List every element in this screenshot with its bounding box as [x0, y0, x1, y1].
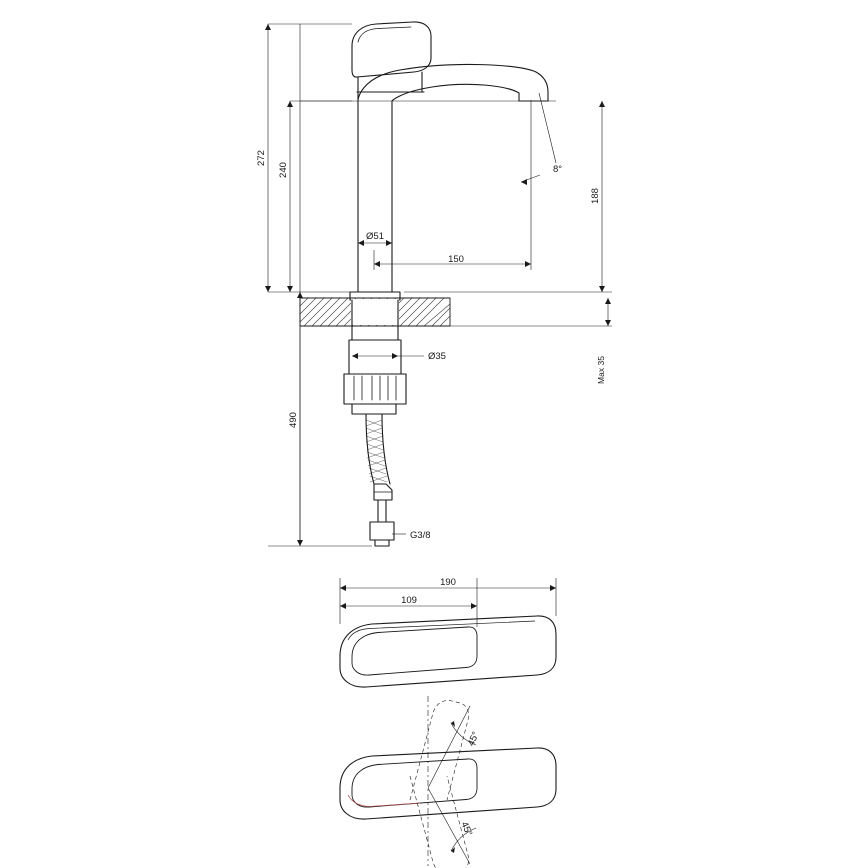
label-109: 109	[401, 595, 417, 606]
bracket-slot-2	[372, 376, 380, 400]
threaded-shank	[352, 326, 398, 340]
handle-swivel-outline	[340, 748, 556, 819]
label-272: 272	[256, 150, 267, 166]
label-angle-45-down: 45°	[458, 820, 475, 838]
label-150: 150	[448, 254, 464, 265]
bracket-slot-3	[388, 376, 396, 400]
g38-connector-tip	[375, 540, 389, 546]
fixing-bracket	[344, 374, 406, 404]
dim-d35-arrow-right	[392, 353, 398, 359]
label-d51: Ø51	[366, 231, 384, 242]
dim-188-arrow-bottom	[599, 286, 605, 292]
label-188: 188	[590, 188, 601, 204]
handle-swivel-view	[340, 748, 556, 819]
label-190: 190	[440, 577, 456, 588]
dim-490-arrow-bottom	[297, 540, 303, 546]
dim-d51-arrow-left	[358, 240, 364, 246]
angle-8-leader	[539, 93, 556, 163]
bracket-bottom	[352, 404, 396, 414]
bracket-slot-1	[354, 376, 362, 400]
dim-240-arrow-bottom	[287, 286, 293, 292]
dim-272-arrow-top	[265, 24, 271, 30]
handle-side-inner	[352, 627, 477, 675]
handle-ghost-up	[410, 701, 469, 801]
shank-collar	[350, 326, 400, 340]
lever-handle-crease	[358, 27, 411, 42]
dim-150-arrow-right	[525, 261, 531, 267]
dim-max35-arrow-bottom	[605, 320, 611, 326]
dim-272-arrow-bottom	[265, 286, 271, 292]
front-elevation-view	[300, 22, 548, 546]
dimension-labels-swivel	[458, 730, 481, 838]
dimension-labels-front	[256, 150, 606, 541]
swivel-ray-up	[428, 706, 470, 788]
handle-side-view	[340, 616, 556, 687]
label-max-35: Max 35	[596, 356, 606, 384]
flexible-hose-right	[382, 414, 390, 484]
lever-handle-outline	[352, 22, 431, 77]
handle-side-outline	[340, 616, 556, 687]
label-angle-8: 8°	[553, 164, 563, 175]
label-490: 490	[288, 412, 299, 428]
dim-109-arrow-right	[471, 603, 477, 609]
mounting-flange	[350, 292, 400, 300]
dim-188-arrow-top	[599, 101, 605, 107]
swivel-angle-construction	[410, 696, 476, 868]
dimension-lines-front	[265, 24, 612, 546]
label-d35: Ø35	[428, 351, 446, 362]
dim-d51-arrow-right	[386, 240, 392, 246]
dim-240-arrow-top	[287, 101, 293, 107]
handle-ghost-down	[410, 776, 469, 868]
dimension-labels-handle-side	[401, 577, 456, 606]
hose-stem-lower	[378, 500, 386, 522]
label-angle-45-up: 45°	[465, 730, 482, 748]
dim-490-arrow-top	[297, 292, 303, 298]
dim-190-arrow-left	[340, 585, 346, 591]
spout-lower-profile	[392, 84, 519, 101]
dim-150-arrow-left	[374, 261, 380, 267]
angle-8-arrow	[521, 179, 527, 185]
g38-connector-nut	[370, 522, 394, 540]
cartridge-neck	[358, 72, 422, 92]
dim-d35-arrow-left	[352, 353, 358, 359]
label-240: 240	[278, 162, 289, 178]
dim-109-arrow-left	[340, 603, 346, 609]
label-g38: G3/8	[410, 530, 431, 541]
dim-190-arrow-right	[550, 585, 556, 591]
dim-max35-arrow-top	[605, 298, 611, 304]
